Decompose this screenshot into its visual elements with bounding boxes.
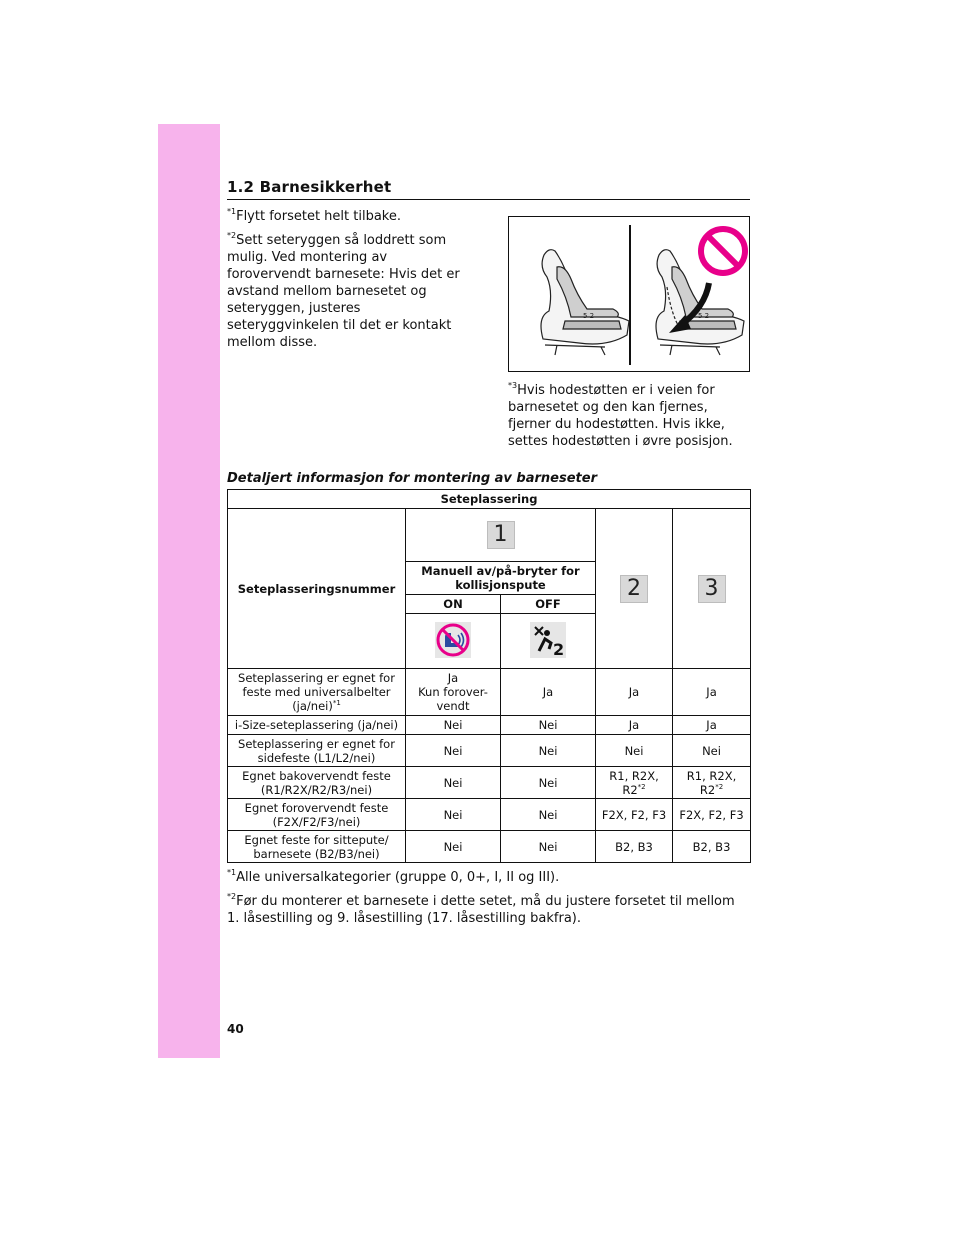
table-row [228,669,751,716]
seat-3-cell [673,509,751,669]
table-title: Seteplassering [228,490,751,509]
row-4-s3-mark: *2 [715,782,724,791]
row-1-label [228,669,406,716]
seat-3-number: 3 [698,575,726,603]
row-1-label-text: Seteplassering er egnet for feste med universalbelter (ja/nei) [238,671,395,713]
row-6-s3: B2, B3 [673,831,751,863]
seat-1-cell [406,509,596,562]
row-4-s2-text: R1, R2X, R2 [609,768,659,797]
svg-text:2: 2 [553,639,565,659]
note-1-mark: *1 [227,207,237,216]
row-6-label: Egnet feste for sittepute/ barnesete (B2/B3/nei) [228,831,406,863]
row-5-label: Egnet forovervendt feste (F2X/F2/F3/nei) [228,799,406,831]
footnote-2-text: Før du monterer et barnesete i dette setet, må du justere forsetet til mellom 1. låsestilling og 9. låsestilling (17. låsestilling bakfra). [227,894,735,926]
row-1-label-mark: *1 [332,699,341,707]
seat-2-cell [596,509,673,669]
note-3-mark: *3 [508,381,518,390]
row-5-s3: F2X, F2, F3 [673,799,751,831]
seat-1-number: 1 [487,521,515,549]
prohibited-icon [701,229,745,273]
row-3-on: Nei [406,735,501,767]
row-2-on: Nei [406,716,501,735]
row-1-s3: Ja [673,669,751,716]
airbag-on-icon-cell [406,614,501,669]
row-4-s3-text: R1, R2X, R2 [686,768,737,797]
note-3-text: Hvis hodestøtten er i veien for barnesetet og den kan fjernes, fjerner du hodestøtten. Hvis ikke, settes hodestøtten i øvre posisjon. [508,383,733,449]
row-6-on: Nei [406,831,501,863]
row-1-on: Ja Kun forover- vendt [406,669,501,716]
row-4-s2-mark: *2 [637,782,646,791]
table-row [228,735,751,767]
svg-text:5 2: 5 2 [698,312,710,320]
note-2 [227,232,472,351]
on-label: ON [406,595,501,614]
title-rule [227,199,750,200]
row-2-off: Nei [501,716,596,735]
airbag-off-icon [529,621,567,659]
row-4-s3 [673,767,751,799]
row-4-on: Nei [406,767,501,799]
row-5-off: Nei [501,799,596,831]
note-2-text: Sett seteryggen så loddrett som mulig. Ved montering av forovervendt barnesete: Hvis det er avstand mellom barnesetet og seteryggen, justeres seteryggvinkelen til det er kontakt mellom disse. [227,233,460,350]
seat-illustration [508,216,750,372]
row-3-s3: Nei [673,735,751,767]
table-row [228,767,751,799]
section-title: 1.2 Barnesikkerhet [227,178,392,196]
row-1-s2: Ja [596,669,673,716]
footnote-1-mark: *1 [227,868,237,877]
row-1-off: Ja [501,669,596,716]
footnote-2-mark: *2 [227,892,237,901]
seat-number-label: Seteplasseringsnummer [228,509,406,669]
seat-2-number: 2 [620,575,648,603]
row-5-s2: F2X, F2, F3 [596,799,673,831]
footnote-1-text: Alle universalkategorier (gruppe 0, 0+, I, II og III). [236,870,560,885]
row-6-off: Nei [501,831,596,863]
row-4-s2 [596,767,673,799]
row-3-s2: Nei [596,735,673,767]
airbag-off-icon-cell [501,614,596,669]
seat-illustration-svg [509,217,749,371]
table-row [228,831,751,863]
row-5-on: Nei [406,799,501,831]
child-seat-left-icon [541,250,629,355]
table-heading: Detaljert informasjon for montering av barneseter [227,471,597,486]
row-2-label: i-Size-seteplassering (ja/nei) [228,716,406,735]
row-2-s3: Ja [673,716,751,735]
airbag-on-prohibited-icon [434,621,472,659]
row-3-off: Nei [501,735,596,767]
note-2-mark: *2 [227,231,237,240]
row-2-s2: Ja [596,716,673,735]
footnote-1 [227,869,747,886]
footnote-2 [227,893,747,927]
note-3 [508,382,748,450]
table-seat-number-row [228,509,751,562]
note-1 [227,208,477,225]
row-6-s2: B2, B3 [596,831,673,863]
row-3-label: Seteplassering er egnet for sidefeste (L1/L2/nei) [228,735,406,767]
row-4-off: Nei [501,767,596,799]
side-tab [158,124,220,1058]
table-row [228,799,751,831]
seat-info-table [227,489,751,863]
row-4-label: Egnet bakovervendt feste (R1/R2X/R2/R3/nei) [228,767,406,799]
page-number: 40 [227,1022,244,1036]
table-title-row [228,490,751,509]
note-1-text: Flytt forsetet helt tilbake. [236,209,401,224]
off-label: OFF [501,595,596,614]
svg-text:5 2: 5 2 [583,312,595,320]
table-row [228,716,751,735]
airbag-switch-label: Manuell av/på-bryter for kollisjonspute [406,562,596,595]
